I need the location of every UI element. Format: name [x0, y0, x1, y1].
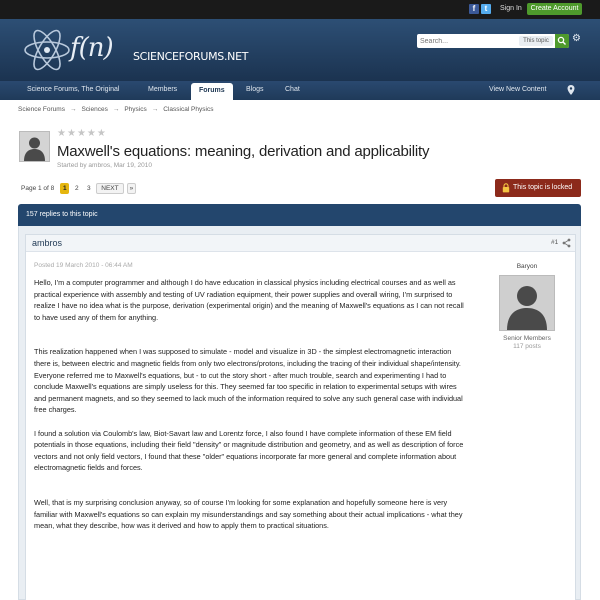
search-scope-toggle[interactable]: This topic [519, 36, 553, 46]
breadcrumb [18, 106, 213, 113]
facebook-icon[interactable]: f [469, 4, 479, 14]
site-header [0, 19, 600, 81]
gear-icon[interactable]: ⚙ [572, 33, 581, 44]
page-link-current[interactable]: 1 [60, 183, 69, 194]
replies-count-bar: 157 replies to this topic [18, 204, 581, 226]
twitter-icon[interactable]: t [481, 4, 491, 14]
next-page-button[interactable]: NEXT [96, 183, 123, 194]
topic-locked-badge [495, 179, 581, 197]
default-avatar-icon [20, 132, 49, 161]
social-links [469, 4, 491, 14]
last-page-button[interactable]: » [127, 183, 137, 194]
breadcrumb-item[interactable]: Classical Physics [163, 106, 214, 113]
post-paragraph: Well, that is my surprising conclusion anyway, so of course I'm looking for some explanation and hopefully someone here is very familiar with Maxwell's equations so can explain my misunderstandings and say something about their actual implications - what they mean, what they describe, how was it derived and how to apply them to practical situations. [34, 497, 463, 531]
nav-item-science-forums[interactable]: Science Forums, The Original [27, 86, 120, 93]
author-rank-title: Baryon [516, 263, 538, 270]
post-author-link[interactable]: ambros [32, 238, 63, 248]
locked-label: This topic is locked [513, 184, 573, 191]
star-icon[interactable]: ★ [76, 128, 86, 139]
post-paragraph: Hello, I'm a computer programmer and although I do have education in classical physics including electrical courses and as well as practical experience with assembly and testing of UV radiation equipment, their power supplies and overall wiring, I'm surprised to realize I have no idea what is the purpose, derivation (experimental origin) and the meaning of Maxwell's equations as I can not recall to have used any of them for anything. [34, 278, 464, 322]
page-summary[interactable]: Page 1 of 8 [21, 185, 55, 192]
pagination [21, 183, 136, 194]
star-icon[interactable]: ★ [57, 128, 66, 139]
post-number-link[interactable]: #1 [551, 239, 559, 246]
lock-icon [502, 183, 510, 193]
search-icon [555, 34, 569, 48]
page-link[interactable]: 2 [74, 185, 79, 192]
share-icon[interactable] [562, 238, 571, 248]
author-group: Senior Members [503, 335, 551, 342]
author-post-count: 117 posts [513, 343, 541, 350]
search-button[interactable] [555, 34, 569, 48]
nav-item-members[interactable]: Members [148, 86, 178, 93]
post-header [26, 235, 575, 252]
post-paragraph: I found a solution via Coulomb's law, Biot-Savart law and Lorentz force, I also found I have complete information of these EM field potentials in those equations, including their field "density" or magnitude distribution and geometry, and as well as description of force vectors and not only field vectors, I found that these "older" equations incorporate far more general and complete information about electromagnetic fields and forces. [34, 428, 464, 473]
star-icon[interactable]: ★ [86, 128, 96, 139]
sign-in-link[interactable]: Sign In [500, 5, 522, 12]
nav-item-chat[interactable]: Chat [285, 86, 300, 93]
default-avatar-icon [500, 276, 554, 330]
search-box [417, 34, 569, 48]
post-paragraph: This realization happened when I was supposed to simulate - model and visualize in 3D - the simplest electromagnetic interaction there is, between electric and magnetic fields from only two electrons/protons, including the tracing of their individual shape/intensity. Everyone referred me to Maxwell's equations, but - to cut the story short - after much trouble, search and experimenting I had to conclude Maxwell's equations are simply useless for this. They seemed far too specific in relation to experimental setups with wires and permanent magnets, and so they seemed to lack much of the information required to solve any such general case with individual free charges. [34, 347, 463, 415]
page-title: Maxwell's equations: meaning, derivation and applicability [57, 143, 430, 160]
star-icon[interactable]: ★ [96, 128, 106, 139]
breadcrumb-separator-icon: → [69, 106, 77, 113]
nav-item-forums[interactable]: Forums [191, 83, 233, 100]
site-name[interactable]: SCIENCEFORUMS.NET [133, 50, 249, 63]
breadcrumb-item[interactable]: Sciences [81, 106, 108, 113]
topic-rating[interactable] [57, 129, 106, 139]
author-avatar-large[interactable] [499, 275, 555, 331]
user-bar [0, 0, 600, 19]
create-account-button[interactable]: Create Account [527, 3, 582, 15]
page-link[interactable]: 3 [86, 185, 91, 192]
post-date: Posted 19 March 2010 - 06:44 AM [34, 262, 133, 269]
breadcrumb-separator-icon: → [151, 106, 159, 113]
breadcrumb-item[interactable]: Physics [124, 106, 147, 113]
search-input[interactable] [417, 34, 517, 48]
view-new-content-link[interactable]: View New Content [489, 86, 547, 93]
post [25, 234, 576, 600]
post-list [18, 226, 581, 600]
breadcrumb-separator-icon: → [112, 106, 120, 113]
breadcrumb-item[interactable]: Science Forums [18, 106, 65, 113]
atom-logo-icon[interactable] [22, 27, 72, 73]
logo-wordmark[interactable]: f(n) [70, 33, 113, 63]
post-body [34, 277, 466, 543]
nav-item-blogs[interactable]: Blogs [246, 86, 264, 93]
primary-nav [0, 81, 600, 100]
star-icon[interactable]: ★ [66, 128, 76, 139]
location-pin-icon[interactable] [567, 85, 575, 95]
author-avatar[interactable] [19, 131, 50, 162]
topic-started-by: Started by ambros, Mar 19, 2010 [57, 162, 153, 169]
